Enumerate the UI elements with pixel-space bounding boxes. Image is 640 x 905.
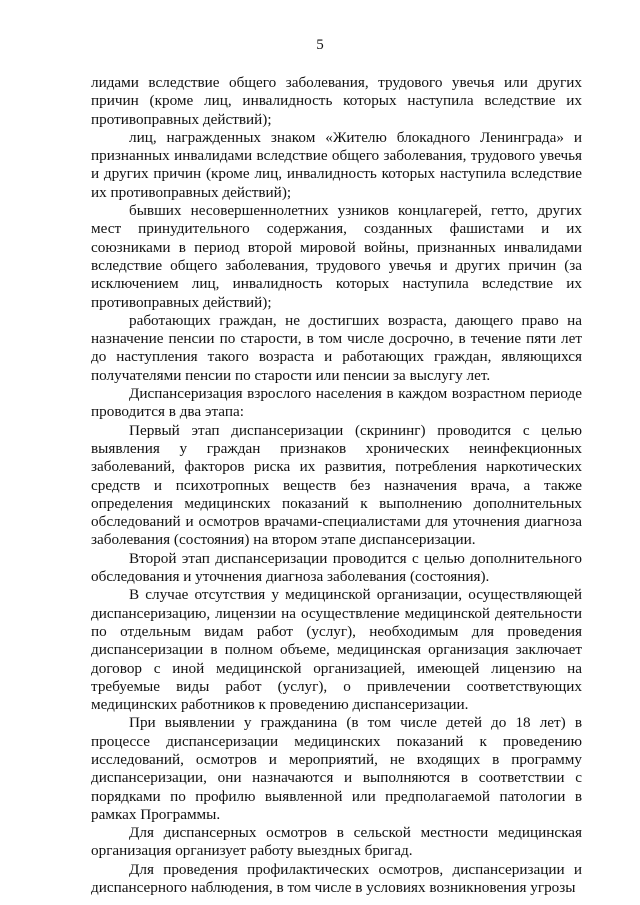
paragraph: работающих граждан, не достигших возраста, дающего право на назначение пенсии по старости, в том числе досрочно, в течение пяти лет до наступления такого возраста и работающих граждан, являющихся получателями пенсии по старости или пенсии за выслугу лет. <box>91 311 582 384</box>
paragraph: В случае отсутствия у медицинской организации, осуществляющей диспансеризацию, лицензии на осуществление медицинской деятельности по отдельным видам работ (услуг), необходимым для проведения диспансеризации в полном объеме, медицинская организация заключает договор с иной медицинской организацией, имеющей лицензию на требуемые виды работ (услуг), о привлечении соответствующих медицинских работников к проведению диспансеризации. <box>91 586 582 714</box>
paragraph: Второй этап диспансеризации проводится с целью дополнительного обследования и уточнения диагноза заболевания (состояния). <box>91 549 582 586</box>
paragraph: Первый этап диспансеризации (скрининг) проводится с целью выявления у граждан признаков хронических неинфекционных заболеваний, факторов риска их развития, потребления наркотических средств и психотропных веществ без назначения врача, а также определения медицинских показаний к выполнению дополнительных обследований и осмотров врачами-специалистами для уточнения диагноза заболевания (состояния) на втором этапе диспансеризации. <box>91 421 582 549</box>
paragraph: Для диспансерных осмотров в сельской местности медицинская организация организует работу выездных бригад. <box>91 824 582 860</box>
document-body <box>91 74 582 897</box>
paragraph: бывших несовершеннолетних узников концлагерей, гетто, других мест принудительного содержания, созданных фашистами и их союзниками в период второй мировой войны, признанных инвалидами вследствие общего заболевания, трудового увечья и других причин (за исключением лиц, инвалидность которых наступила вследствие их противоправных действий); <box>91 202 582 311</box>
paragraph: лидами вследствие общего заболевания, трудового увечья или других причин (кроме лиц, инвалидность которых наступила вследствие их противоправных действий); <box>91 74 582 128</box>
paragraph: Для проведения профилактических осмотров, диспансеризации и диспансерного наблюдения, в том числе в условиях возникновения угрозы <box>91 860 582 897</box>
paragraph: лиц, награжденных знаком «Жителю блокадного Ленинграда» и признанных инвалидами вследствие общего заболевания, трудового увечья и других причин (кроме лиц, инвалидность которых наступила вследствие их противоправных действий); <box>91 128 582 201</box>
paragraph: Диспансеризация взрослого населения в каждом возрастном периоде проводится в два этапа: <box>91 385 582 421</box>
page-number: 5 <box>316 37 324 53</box>
paragraph: При выявлении у гражданина (в том числе детей до 18 лет) в процессе диспансеризации медицинских показаний к проведению исследований, осмотров и мероприятий, не входящих в программу диспансеризации, они назначаются и выполняются в соответствии с порядками по профилю выявленной или предполагаемой патологии в рамках Программы. <box>91 714 582 823</box>
